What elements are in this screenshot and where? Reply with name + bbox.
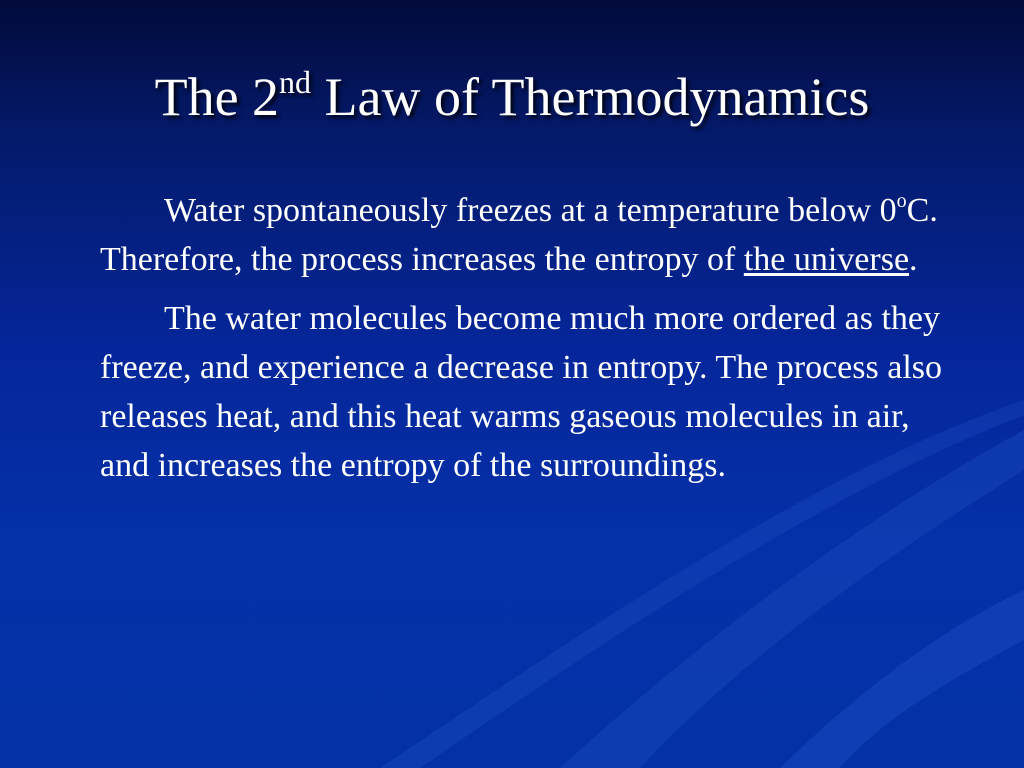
underlined-phrase: the universe bbox=[743, 241, 910, 278]
title-suffix: Law of Thermodynamics bbox=[311, 67, 870, 127]
title-superscript: nd bbox=[279, 64, 312, 100]
slide-body bbox=[100, 186, 950, 490]
title-prefix: The 2 bbox=[154, 67, 280, 127]
paragraph-1-text-a: Water spontaneously freezes at a temperature below 0 bbox=[164, 192, 897, 229]
paragraph-2: The water molecules become much more ordered as they freeze, and experience a decrease in entropy. The process also releases heat, and this heat warms gaseous molecules in air, and increases the entropy of the surroundings. bbox=[100, 300, 942, 484]
paragraph-1 bbox=[100, 186, 950, 284]
slide-title bbox=[0, 62, 1024, 132]
paragraph-1-text-b: C. Therefore, the process increases the entropy of bbox=[100, 192, 938, 278]
degree-superscript: o bbox=[896, 190, 907, 212]
paragraph-1-text-c: . bbox=[909, 241, 918, 278]
